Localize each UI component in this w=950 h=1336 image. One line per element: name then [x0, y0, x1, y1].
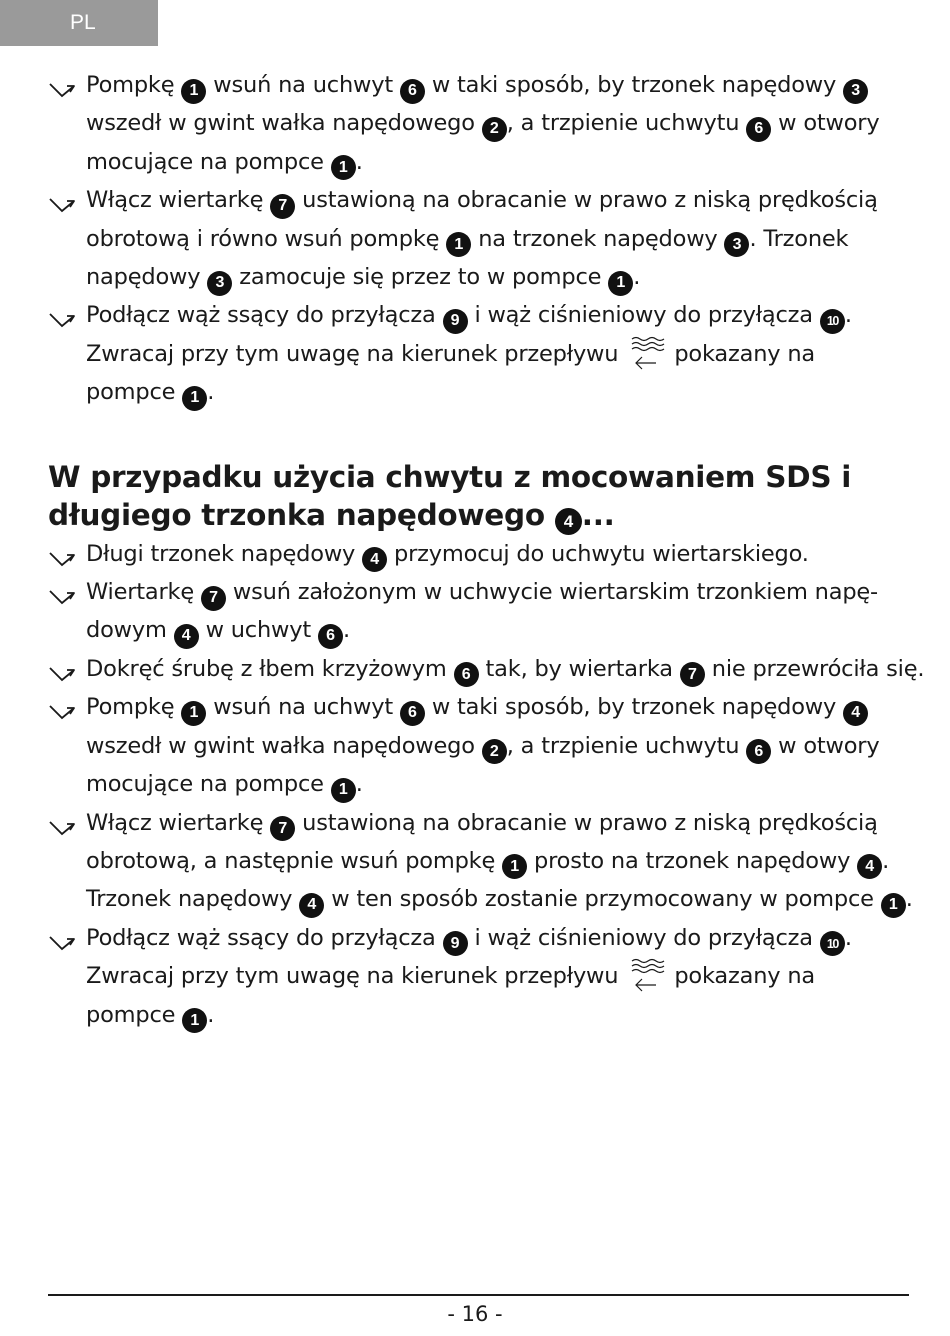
step-text-line: [86, 373, 910, 411]
step-text: Zwracaj przy tym uwagę na kierunek przepływu: [86, 340, 619, 367]
callout-number: 2: [482, 739, 507, 764]
heading-text: długiego trzonka napędowego: [48, 497, 555, 532]
callout-number: 9: [443, 309, 468, 334]
step-text-line: [86, 258, 910, 296]
step-text-line: [86, 296, 910, 334]
step-text: .: [355, 771, 363, 798]
callout-number: 4: [857, 854, 882, 879]
footer-rule: [48, 1294, 909, 1296]
callout-number: 7: [270, 194, 295, 219]
step-text: Trzonek napędowy: [86, 886, 300, 913]
step-text-line: [86, 804, 910, 842]
step-text: i wąż ciśnieniowy do przyłącza: [467, 302, 820, 329]
step-text-line: [86, 535, 910, 573]
instruction-step: [48, 650, 925, 688]
step-text: wsuń założonym w uchwycie wiertarskim trzonkiem napę-: [225, 579, 878, 606]
step-text: Podłącz wąż ssący do przyłącza: [86, 302, 443, 329]
step-text-line: [86, 996, 910, 1034]
step-text: .: [342, 617, 350, 644]
step-text-line: [86, 181, 910, 219]
callout-number: 10: [820, 931, 845, 956]
instruction-step: [48, 919, 910, 1034]
callout-number: 6: [400, 701, 425, 726]
step-text-line: [86, 957, 910, 995]
step-text: pokazany na: [674, 963, 815, 990]
step-text-line: [86, 104, 910, 142]
step-text: , a trzpienie uchwytu: [506, 110, 747, 137]
step-text: .: [882, 847, 890, 874]
step-text: Dokręć śrubę z łbem krzyżowym: [86, 655, 454, 682]
callout-number: 1: [502, 854, 527, 879]
step-text: zamocuje się przez to w pompce: [232, 264, 609, 291]
instruction-list: [48, 66, 910, 412]
callout-number: 1: [182, 386, 207, 411]
step-text: Podłącz wąż ssący do przyłącza: [86, 924, 443, 951]
step-text: Pompkę: [86, 694, 182, 721]
instruction-step: [48, 573, 910, 650]
instruction-step: [48, 66, 910, 181]
bullet-arrow-icon: [48, 697, 76, 717]
language-label: PL: [70, 11, 96, 34]
bullet-arrow-icon: [48, 75, 76, 95]
flow-direction-icon: [626, 957, 666, 995]
callout-number: 1: [181, 701, 206, 726]
bullet-arrow-icon: [48, 813, 76, 833]
step-text-line: [86, 335, 910, 373]
step-text: obrotową, a następnie wsuń pompkę: [86, 847, 503, 874]
callout-number: 1: [181, 79, 206, 104]
step-text: Długi trzonek napędowy: [86, 540, 363, 567]
instruction-list: [48, 535, 925, 1034]
callout-number: 7: [680, 662, 705, 687]
step-text: mocujące na pompce: [86, 771, 331, 798]
page-number: - 16 -: [447, 1302, 503, 1326]
step-text: ustawioną na obracanie w prawo z niską prędkością: [295, 187, 878, 214]
heading-ellipsis: ...: [581, 497, 615, 532]
step-text: obrotową i równo wsuń pompkę: [86, 225, 447, 252]
bullet-arrow-icon: [48, 190, 76, 210]
step-text: przymocuj do uchwytu wiertarskiego.: [387, 540, 809, 567]
callout-number: 1: [446, 232, 471, 257]
step-text: na trzonek napędowy: [471, 225, 725, 252]
step-text: mocujące na pompce: [86, 148, 331, 175]
step-text: nie przewróciła się.: [704, 655, 925, 682]
step-text: Włącz wiertarkę: [86, 809, 271, 836]
step-text: .: [844, 302, 852, 329]
step-text: w uchwyt: [198, 617, 318, 644]
step-text: pompce: [86, 1001, 183, 1028]
callout-number: 6: [746, 117, 771, 142]
step-text-line: [86, 220, 910, 258]
callout-number: 1: [881, 893, 906, 918]
instruction-step: [48, 688, 910, 803]
instruction-step: [48, 804, 913, 919]
heading-line: W przypadku użycia chwytu z mocowaniem SDS i: [48, 459, 852, 494]
step-text: . Trzonek: [749, 225, 849, 252]
flow-direction-icon: [626, 335, 666, 373]
instruction-step: [48, 535, 910, 573]
step-text-line: [86, 611, 910, 649]
step-text: .: [633, 264, 641, 291]
step-text-line: [86, 688, 910, 726]
step-text-line: [86, 573, 910, 611]
step-text-line: [86, 66, 910, 104]
callout-number: 1: [331, 155, 356, 180]
step-text: .: [844, 924, 852, 951]
callout-number: 1: [608, 271, 633, 296]
step-text: napędowy: [86, 264, 208, 291]
step-text-line: [86, 919, 910, 957]
step-text: .: [905, 886, 913, 913]
step-text: pompce: [86, 379, 183, 406]
callout-number: 4: [174, 624, 199, 649]
step-text-line: [86, 727, 910, 765]
bullet-arrow-icon: [48, 659, 76, 679]
step-text-line: [86, 880, 913, 918]
step-text: .: [355, 148, 363, 175]
callout-number: 3: [843, 79, 868, 104]
bullet-arrow-icon: [48, 544, 76, 564]
callout-number: 3: [207, 271, 232, 296]
step-text: Włącz wiertarkę: [86, 187, 271, 214]
callout-number: 6: [746, 739, 771, 764]
step-text-line: [86, 650, 925, 688]
bullet-arrow-icon: [48, 305, 76, 325]
step-text: i wąż ciśnieniowy do przyłącza: [467, 924, 820, 951]
section-heading: [48, 458, 910, 535]
callout-number: 7: [201, 586, 226, 611]
step-text: Pompkę: [86, 72, 182, 98]
callout-number: 10: [820, 309, 845, 334]
callout-number: 9: [443, 931, 468, 956]
step-text: dowym: [86, 617, 174, 644]
step-text: .: [207, 1001, 215, 1028]
step-text-line: [86, 842, 910, 880]
callout-number: 6: [454, 662, 479, 687]
bullet-arrow-icon: [48, 928, 76, 948]
step-text: .: [207, 379, 215, 406]
step-text: wszedł w gwint wałka napędowego: [86, 110, 482, 137]
step-text: Wiertarkę: [86, 579, 201, 606]
step-text-line: [86, 765, 910, 803]
callout-number: 3: [724, 232, 749, 257]
step-text: w taki sposób, by trzonek napędowy: [424, 694, 844, 721]
callout-number: 4: [555, 508, 582, 535]
step-text: wsuń na uchwyt: [206, 72, 400, 98]
step-text: w otwory: [771, 110, 880, 137]
language-tab: [0, 0, 158, 46]
callout-number: 7: [270, 816, 295, 841]
step-text: prosto na trzonek napędowy: [527, 847, 858, 874]
step-text: w taki sposób, by trzonek napędowy: [424, 72, 844, 98]
page-content: [48, 66, 925, 1034]
step-text: wszedł w gwint wałka napędowego: [86, 732, 482, 759]
step-text: tak, by wiertarka: [478, 655, 680, 682]
step-text: , a trzpienie uchwytu: [506, 732, 747, 759]
instruction-step: [48, 181, 910, 296]
instruction-step: [48, 296, 910, 411]
heading-line: [48, 496, 910, 535]
step-text: Zwracaj przy tym uwagę na kierunek przepływu: [86, 963, 619, 990]
step-text: w ten sposób zostanie przymocowany w pompce: [324, 886, 881, 913]
callout-number: 1: [182, 1008, 207, 1033]
callout-number: 6: [400, 79, 425, 104]
callout-number: 6: [318, 624, 343, 649]
callout-number: 1: [331, 778, 356, 803]
step-text-line: [86, 143, 910, 181]
step-text: pokazany na: [674, 340, 815, 367]
callout-number: 4: [362, 547, 387, 572]
step-text: ustawioną na obracanie w prawo z niską prędkością: [295, 809, 878, 836]
callout-number: 4: [843, 701, 868, 726]
bullet-arrow-icon: [48, 582, 76, 602]
step-text: wsuń na uchwyt: [206, 694, 400, 721]
step-text: w otwory: [771, 732, 880, 759]
callout-number: 4: [299, 893, 324, 918]
callout-number: 2: [482, 117, 507, 142]
